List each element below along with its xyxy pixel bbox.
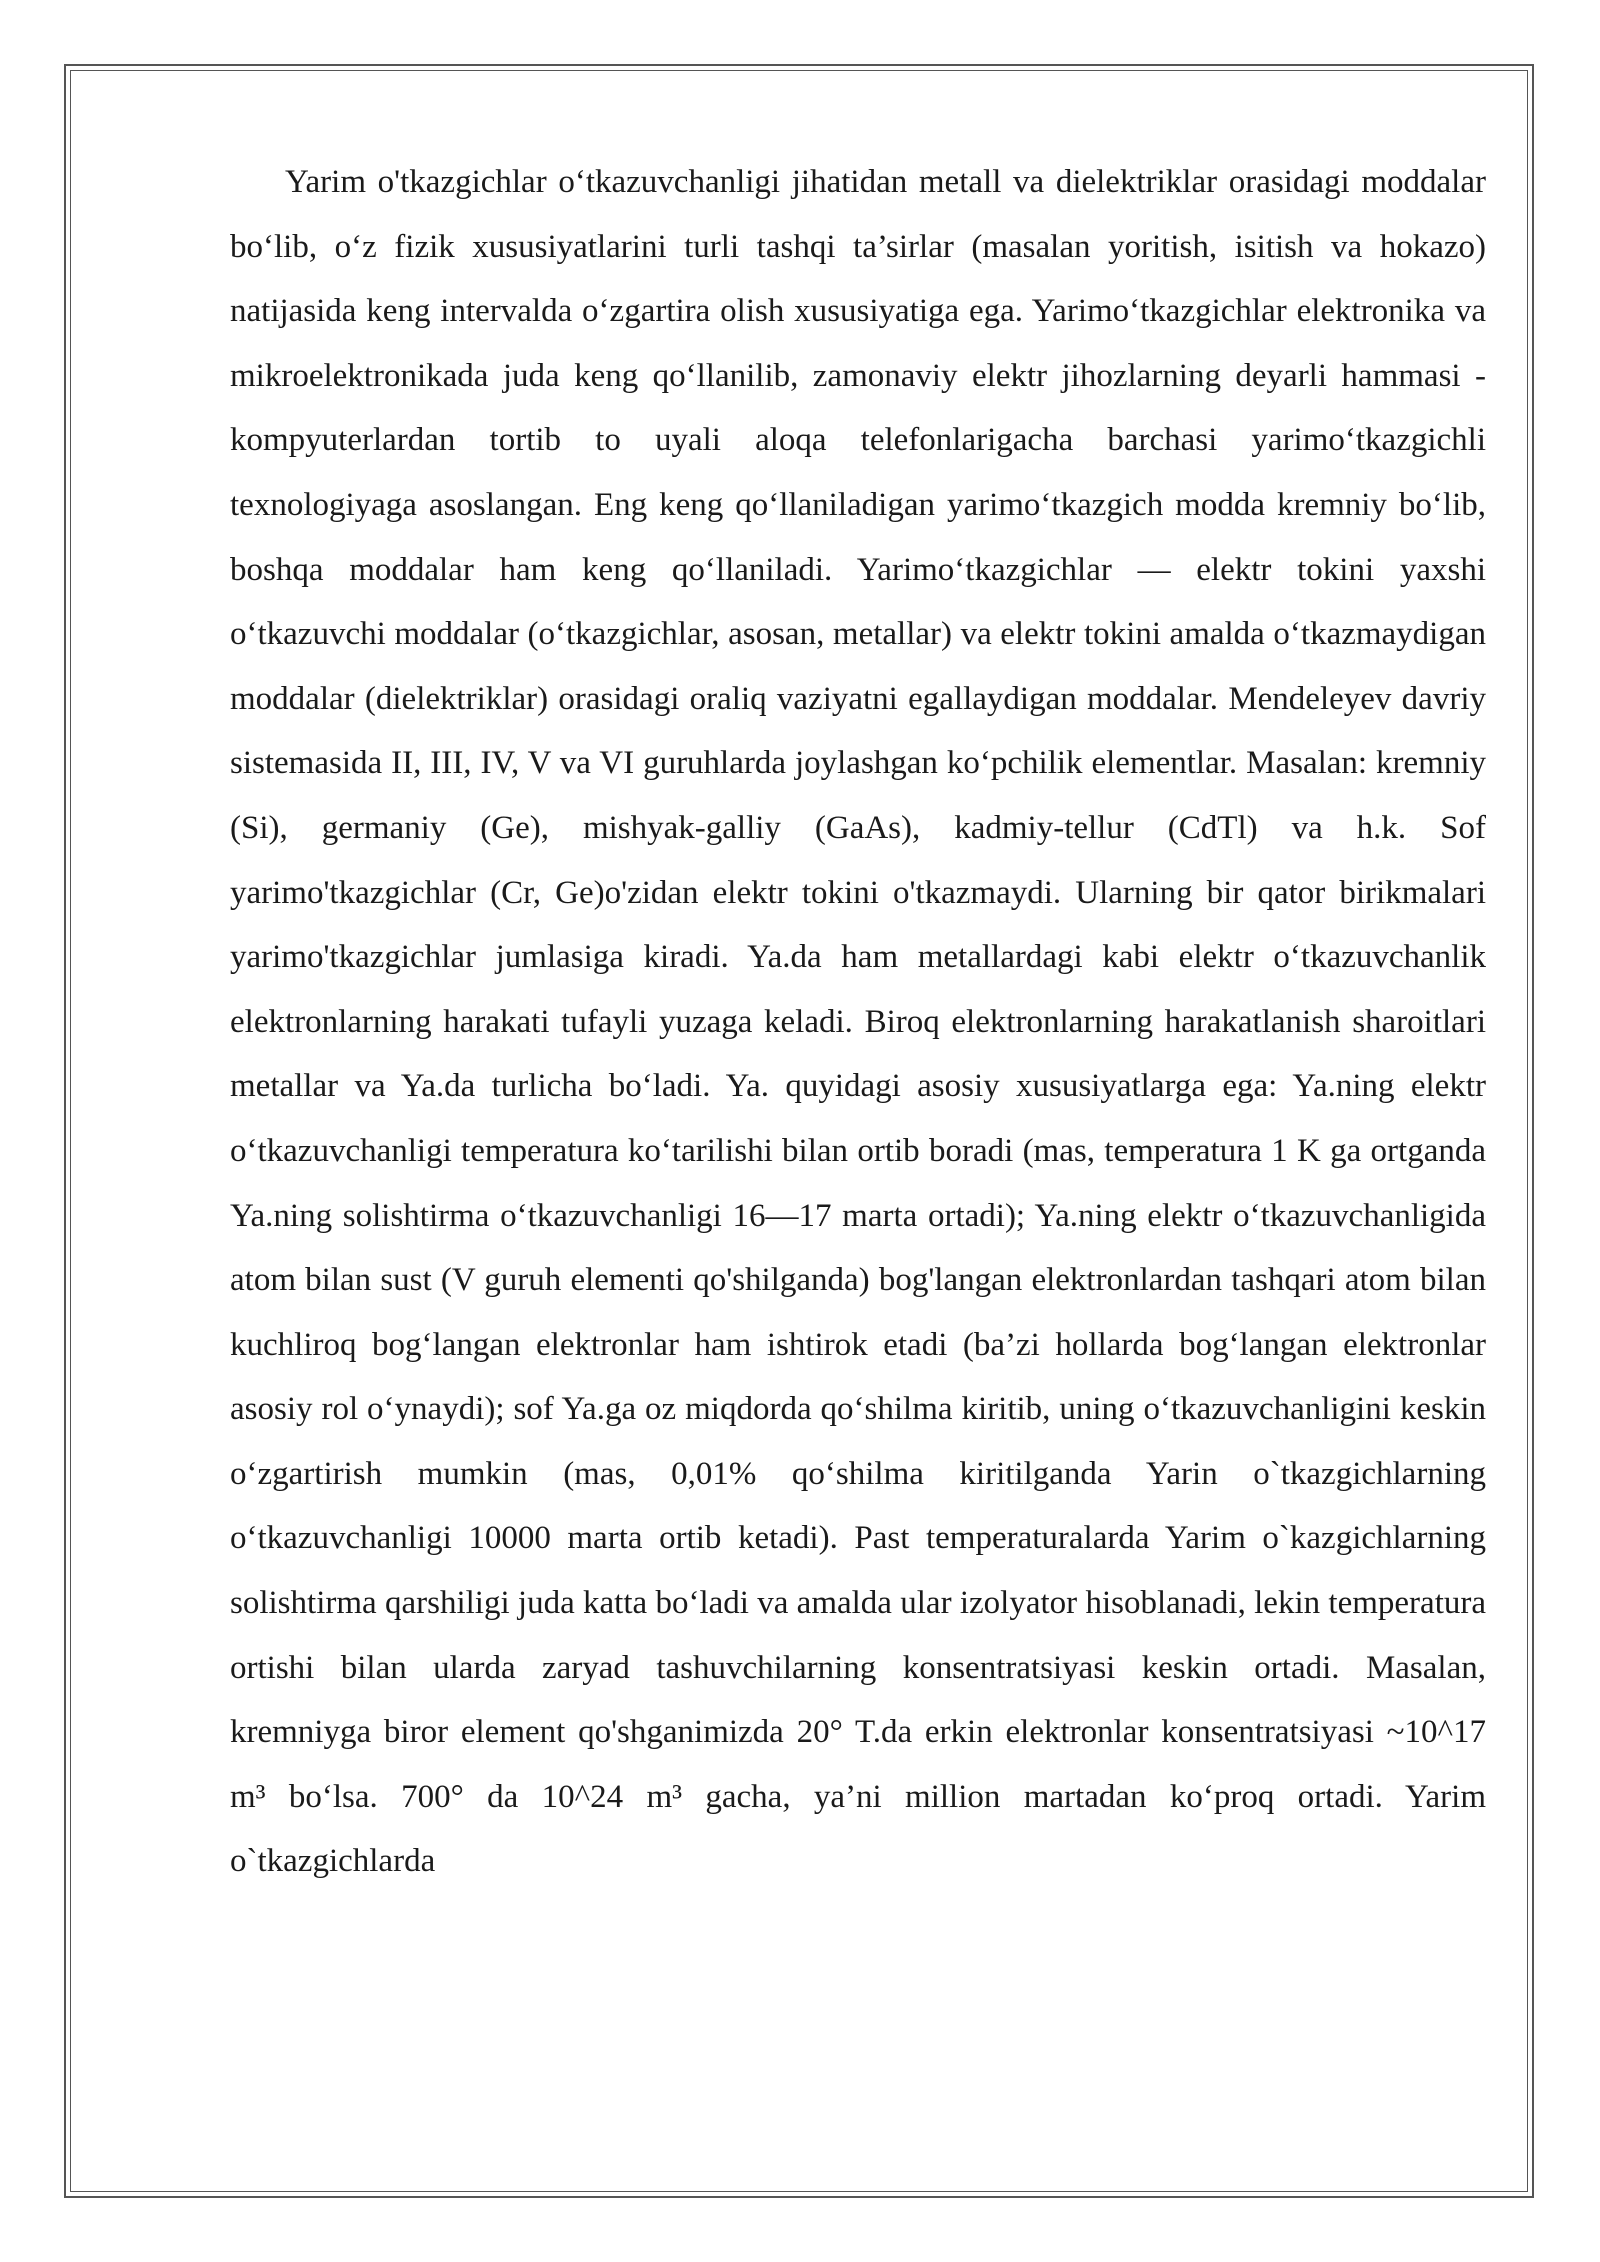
body-paragraph: Yarim o'tkazgichlar o‘tkazuvchanligi jihatidan metall va dielektriklar orasidagi moddalar bo‘lib, o‘z fizik xususiyatlarini turli tashqi ta’sirlar (masalan yoritish, isitish va hokazo) natijasida keng intervalda o‘zgartira olish xususiyatiga ega. Yarimo‘tkazgichlar elektronika va mikroelektronikada juda keng qo‘llanilib, zamonaviy elektr jihozlarning deyarli hammasi - kompyuterlardan tortib to uyali aloqa telefonlarigacha barchasi yarimo‘tkazgichli texnologiyaga asoslangan. Eng keng qo‘llaniladigan yarimo‘tkazgich modda kremniy bo‘lib, boshqa moddalar ham keng qo‘llaniladi. Yarimo‘tkazgichlar — elektr tokini yaxshi o‘tkazuvchi moddalar (o‘tkazgichlar, asosan, metallar) va elektr tokini amalda o‘tkazmaydigan moddalar (dielektriklar) orasidagi oraliq vaziyatni egallaydigan moddalar. Mendeleyev davriy sistemasida II, III, IV, V va VI guruhlarda joylashgan ko‘pchilik elementlar. Masalan: kremniy (Si), germaniy (Ge), mishyak-galliy (GaAs), kadmiy-tellur (CdTl) va h.k. Sof yarimo'tkazgichlar (Cr, Ge)o'zidan elektr tokini o'tkazmaydi. Ularning bir qator birikmalari yarimo'tkazgichlar jumlasiga kiradi. Ya.da ham metallardagi kabi elektr o‘tkazuvchanlik elektronlarning harakati tufayli yuzaga keladi. Biroq elektronlarning harakatlanish sharoitlari metallar va Ya.da turlicha bo‘ladi. Ya. quyidagi asosiy xususiyatlarga ega: Ya.ning elektr o‘tkazuvchanligi temperatura ko‘tarilishi bilan ortib boradi (mas, temperatura 1 K ga ortganda Ya.ning solishtirma o‘tkazuvchanligi 16—17 marta ortadi); Ya.ning elektr o‘tkazuvchanligida atom bilan sust (V guruh elementi qo'shilganda) bog'langan elektronlardan tashqari atom bilan kuchliroq bog‘langan elektronlar ham ishtirok etadi (ba’zi hollarda bog‘langan elektronlar asosiy rol o‘ynaydi); sof Ya.ga oz miqdorda qo‘shilma kiritib, uning o‘tkazuvchanligini keskin o‘zgartirish mumkin (mas, 0,01% qo‘shilma kiritilganda Yarin o`tkazgichlarning o‘tkazuvchanligi 10000 marta ortib ketadi). Past temperaturalarda Yarim o`kazgichlarning solishtirma qarshiligi juda katta bo‘ladi va amalda ular izolyator hisoblanadi, lekin temperatura ortishi bilan ularda zaryad tashuvchilarning konsentratsiyasi keskin ortadi. Masalan, kremniyga biror element qo'shganimizda 20° T.da erkin elektronlar konsentratsiyasi ~10^17 m³ bo‘lsa. 700° da 10^24 m³ gacha, ya’ni million martadan ko‘proq ortadi. Yarim o`tkazgichlarda	[230, 164, 1486, 1880]
page-content	[230, 150, 1486, 1894]
